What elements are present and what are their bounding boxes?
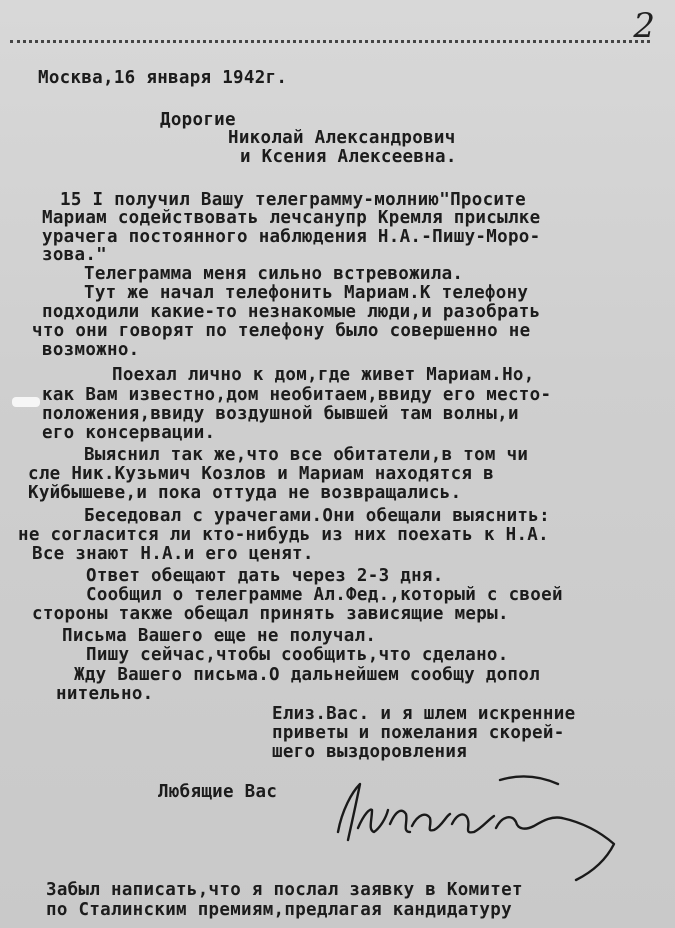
body-line: его консервации. [42,423,216,443]
date-line: Москва,16 января 1942г. [38,68,288,88]
body-line: Поехал лично к дом,где живет Мариам.Но, [112,365,535,385]
body-line: Письма Вашего еще не получал. [62,626,377,646]
body-line: Телеграмма меня сильно встревожила. [84,264,464,284]
body-line: стороны также обещал принять зависящие меры. [32,604,509,624]
body-line: положения,ввиду воздушной бывшей там волны,и [42,404,519,424]
body-line: Выяснил так же,что все обитатели,в том чи [84,445,529,465]
page-number: 2 [633,6,655,46]
body-line: Пишу сейчас,чтобы сообщить,что сделано. [86,645,509,665]
body-line: урачега постоянного наблюдения Н.А.-Пишу-Моро- [42,227,541,247]
body-line: Все знают Н.А.и его ценят. [32,544,314,564]
salutation-line: и Ксения Алексеевна. [240,147,457,167]
body-line: нительно. [56,684,154,704]
body-line: возможно. [42,340,140,360]
paper-smudge [12,397,40,407]
salutation-line: Дорогие [160,110,236,130]
body-line: Сообщил о телеграмме Ал.Фед.,который с своей [86,585,563,605]
perforation-line [10,40,650,43]
regards-line: Елиз.Вас. и я шлем искренние [272,704,576,724]
body-line: Куйбышеве,и пока оттуда не возвращались. [28,483,462,503]
body-line: Тут же начал телефонить Мариам.К телефону [84,283,529,303]
body-line: не согласится ли кто-нибудь из них поехать к Н.А. [18,525,549,545]
handwritten-signature [330,770,630,890]
regards-line: приветы и пожелания скорей- [272,723,565,743]
body-line: сле Ник.Кузьмич Козлов и Мариам находятся в [28,464,494,484]
body-line: Ответ обещают дать через 2-3 дня. [86,566,444,586]
body-line: Беседовал с урачегами.Они обещали выяснить: [84,506,550,526]
closing-line: Любящие Вас [158,782,278,802]
body-line: Мариам содействовать лечсанупр Кремля присылке [42,208,541,228]
body-line: подходили какие-то незнакомые люди,и разобрать [42,302,541,322]
body-line: как Вам известно,дом необитаем,ввиду его место- [42,385,552,405]
salutation-line: Николай Александрович [228,128,456,148]
body-line: зова." [42,245,108,265]
body-line: 15 I получил Вашу телеграмму-молнию"Просите [60,190,526,210]
postscript-line: по Сталинским премиям,предлагая кандидатуру [46,900,512,920]
body-line: Жду Вашего письма.О дальнейшем сообщу допол [74,665,540,685]
regards-line: шего выздоровления [272,742,468,762]
body-line: что они говорят по телефону было совершенно не [32,321,531,341]
postscript-line: Забыл написать,что я послал заявку в Комитет [46,880,523,900]
